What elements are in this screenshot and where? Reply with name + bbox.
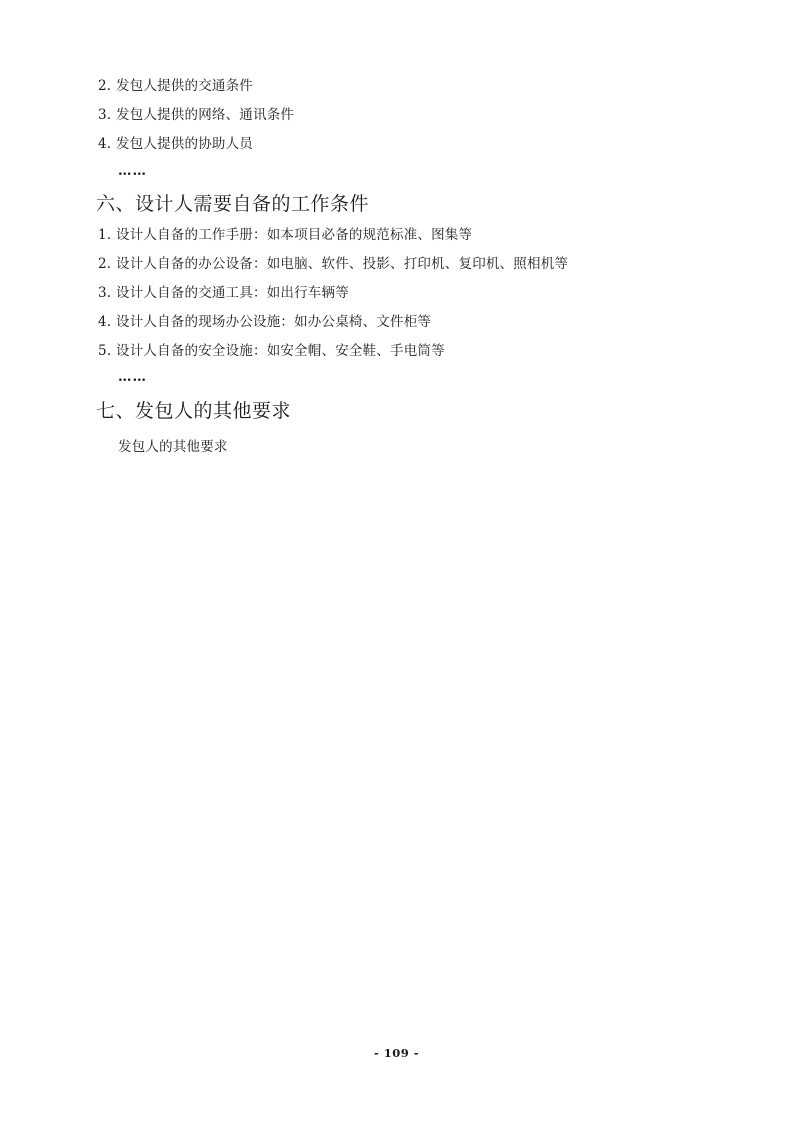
list-item xyxy=(96,283,696,304)
list-item xyxy=(96,312,696,333)
list-item xyxy=(96,105,696,126)
list-item xyxy=(96,134,696,155)
section-heading-six: 六、设计人需要自备的工作条件 xyxy=(96,193,370,216)
page-number: - 109 - xyxy=(373,1046,420,1060)
list-item-text: 发包人提供的网络、通讯条件 xyxy=(116,106,295,123)
ellipsis-line: …… xyxy=(118,162,147,179)
section-heading-seven: 七、发包人的其他要求 xyxy=(96,399,292,422)
page-content xyxy=(96,76,696,466)
list-item-text: 设计人自备的现场办公设施：如办公桌椅、文件柜等 xyxy=(116,313,432,330)
list-item xyxy=(96,76,696,97)
list-item-marker: 2. xyxy=(98,78,112,94)
list-item-text: 设计人自备的安全设施：如安全帽、安全鞋、手电筒等 xyxy=(116,342,445,359)
list-item-text: 设计人自备的办公设备：如电脑、软件、投影、打印机、复印机、照相机等 xyxy=(116,255,569,272)
list-item xyxy=(96,225,696,246)
list-item-text: 设计人自备的工作手册：如本项目必备的规范标准、图集等 xyxy=(116,226,473,243)
list-item xyxy=(96,341,696,362)
list-item xyxy=(96,254,696,275)
list-item-marker: 4. xyxy=(98,313,112,330)
list-item-marker: 3. xyxy=(98,106,112,123)
list-item-text: 发包人提供的交通条件 xyxy=(116,78,253,94)
list-item-marker: 2. xyxy=(98,255,112,272)
section-six-list xyxy=(96,225,696,362)
list-item-marker: 4. xyxy=(98,135,112,152)
section-seven-paragraph: 发包人的其他要求 xyxy=(118,439,228,456)
list-item-marker: 5. xyxy=(98,342,112,359)
list-item-marker: 1. xyxy=(98,226,112,243)
list-item-text: 设计人自备的交通工具：如出行车辆等 xyxy=(116,284,349,301)
ellipsis-line: …… xyxy=(118,369,147,386)
list-item-text: 发包人提供的协助人员 xyxy=(116,135,253,152)
list-item-marker: 3. xyxy=(98,284,112,301)
